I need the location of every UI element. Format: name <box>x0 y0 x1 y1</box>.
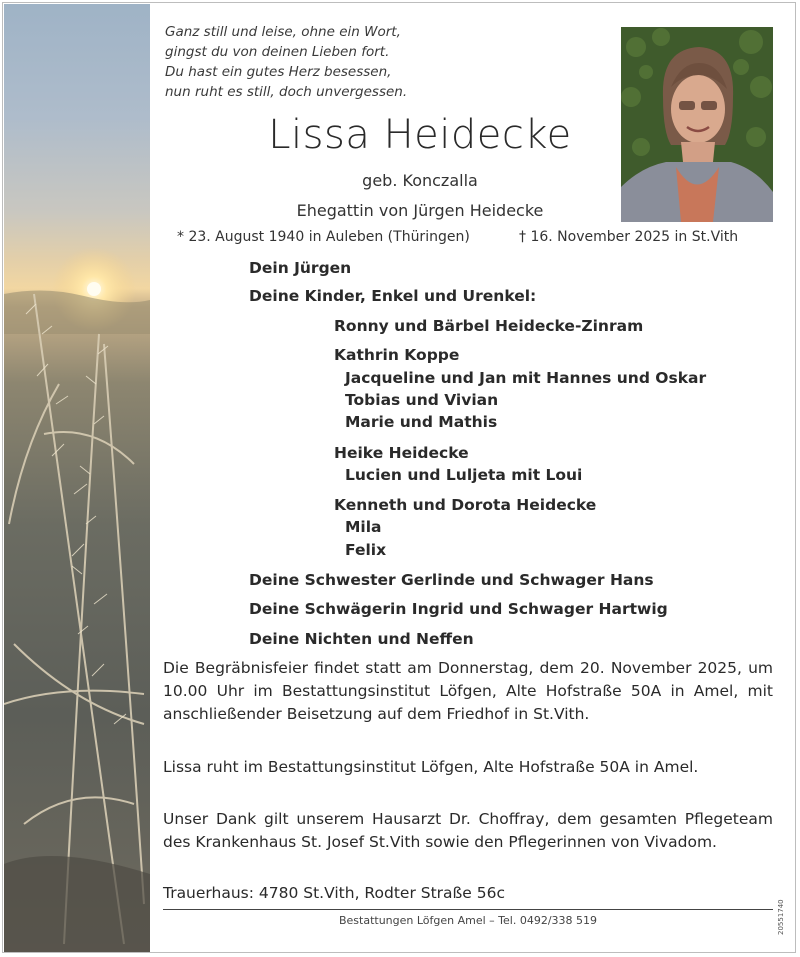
family-line: Deine Kinder, Enkel und Urenkel: <box>249 287 537 305</box>
family-line: Deine Schwester Gerlinde und Schwager Hans <box>249 571 654 589</box>
family-line: Deine Nichten und Neffen <box>249 630 474 648</box>
relation-line: Ehegattin von Jürgen Heidecke <box>296 201 544 220</box>
family-line: Tobias und Vivian <box>345 391 499 409</box>
family-line: Lucien und Luljeta mit Loui <box>345 466 583 484</box>
family-line: Heike Heidecke <box>334 444 469 462</box>
resting-notice: Lissa ruht im Bestattungsinstitut Löfgen, Alte Hofstraße 50A in Amel. <box>163 758 699 776</box>
family-line: Kenneth und Dorota Heidecke <box>334 496 597 514</box>
deceased-name: Lissa Heidecke <box>268 112 572 158</box>
thanks-notice: Unser Dank gilt unserem Hausarzt Dr. Choffray, dem gesamten Pflegeteam des Krankenhaus St. Josef St.Vith sowie den Pflegerinnen von Vivadom. <box>163 810 773 851</box>
poem-line: Ganz still und leise, ohne ein Wort, <box>165 24 401 40</box>
undertaker-footer: Bestattungen Löfgen Amel – Tel. 0492/338 519 <box>338 914 598 927</box>
death-date: † 16. November 2025 in St.Vith <box>519 229 739 245</box>
family-line: Jacqueline und Jan mit Hannes und Oskar <box>345 369 707 387</box>
family-line: Marie und Mathis <box>345 413 498 431</box>
poem <box>165 22 605 102</box>
poem-line: Du hast ein gutes Herz besessen, <box>165 64 392 80</box>
divider <box>163 909 773 910</box>
poem-line: nun ruht es still, doch unvergessen. <box>165 84 408 100</box>
family-line: Ronny und Bärbel Heidecke-Zinram <box>334 317 644 335</box>
birth-date: * 23. August 1940 in Auleben (Thüringen) <box>177 229 470 245</box>
portrait-photo <box>621 27 773 222</box>
family-line: Dein Jürgen <box>249 259 352 277</box>
reference-number: 20551740 <box>777 899 785 935</box>
family-line: Felix <box>345 541 387 559</box>
mourning-house: Trauerhaus: 4780 St.Vith, Rodter Straße 56c <box>163 884 505 902</box>
family-line: Deine Schwägerin Ingrid und Schwager Hartwig <box>249 600 668 618</box>
birth-name: geb. Konczalla <box>362 171 478 190</box>
family-line: Mila <box>345 518 382 536</box>
funeral-notice: Die Begräbnisfeier findet statt am Donnerstag, dem 20. November 2025, um 10.00 Uhr im Bestattungsinstitut Löfgen, Alte Hofstraße 50A in Amel, mit anschließender Beisetzung auf dem Friedhof in St.Vith. <box>163 659 773 723</box>
poem-line: gingst du von deinen Lieben fort. <box>165 44 390 60</box>
family-line: Kathrin Koppe <box>334 346 460 364</box>
sunrise-frost-photo <box>4 4 150 952</box>
